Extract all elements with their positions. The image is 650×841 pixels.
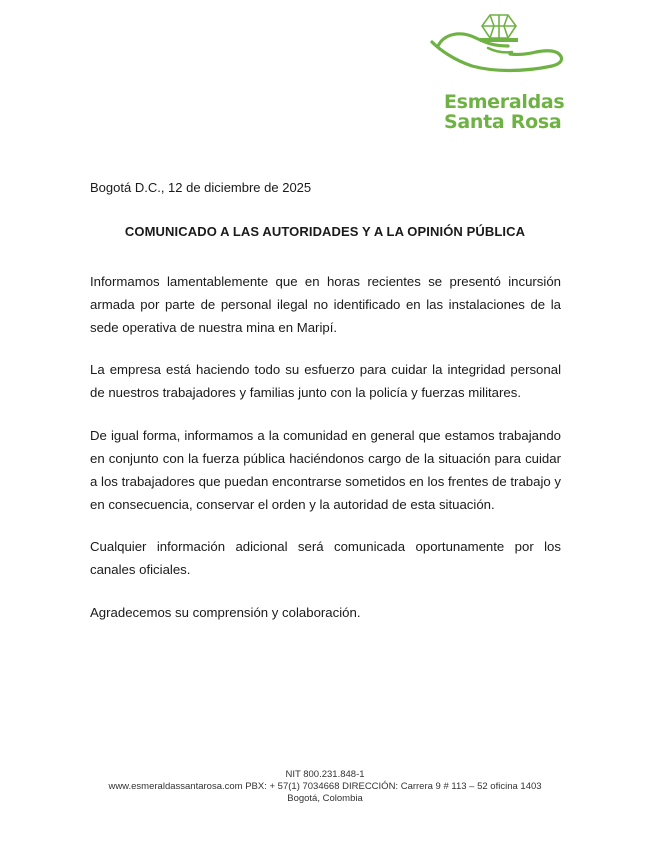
brand-name [444, 92, 564, 132]
footer-city: Bogotá, Colombia [287, 793, 363, 804]
paragraph-2: La empresa está haciendo todo su esfuerzo para cuidar la integridad personal de nuestros trabajadores y familias junto con la policía y fuerzas militares. [90, 362, 561, 400]
footer [0, 769, 650, 805]
paragraph-3: De igual forma, informamos a la comunidad en general que estamos trabajando en conjunto con la fuerza pública haciéndonos cargo de la situación para cuidar a los trabajadores que puedan encontrarse sometidos en los frentes de trabajo y en consecuencia, conservar el orden y la autoridad de esta situación. [90, 428, 561, 512]
brand-name-line1: Esmeraldas [444, 91, 565, 113]
letter-date: Bogotá D.C., 12 de diciembre de 2025 [90, 180, 312, 195]
letter-title: COMUNICADO A LAS AUTORIDADES Y A LA OPINIÓN PÚBLICA [124, 224, 526, 239]
emerald-hand-icon [424, 8, 574, 98]
paragraph-1: Informamos lamentablemente que en horas recientes se presentó incursión armada por parte de personal ilegal no identificado en las instalaciones de la sede operativa de nuestra mina en Maripí. [90, 274, 561, 335]
brand-name-line2: Santa Rosa [444, 111, 562, 133]
paragraph-5: Agradecemos su comprensión y colaboración. [90, 605, 361, 620]
footer-contact: www.esmeraldassantarosa.com PBX: + 57(1) 7034668 DIRECCIÓN: Carrera 9 # 113 – 52 oficina 1403 [108, 781, 542, 792]
footer-nit: NIT 800.231.848-1 [285, 769, 365, 780]
paragraph-4: Cualquier información adicional será comunicada oportunamente por los canales oficiales. [90, 539, 561, 577]
